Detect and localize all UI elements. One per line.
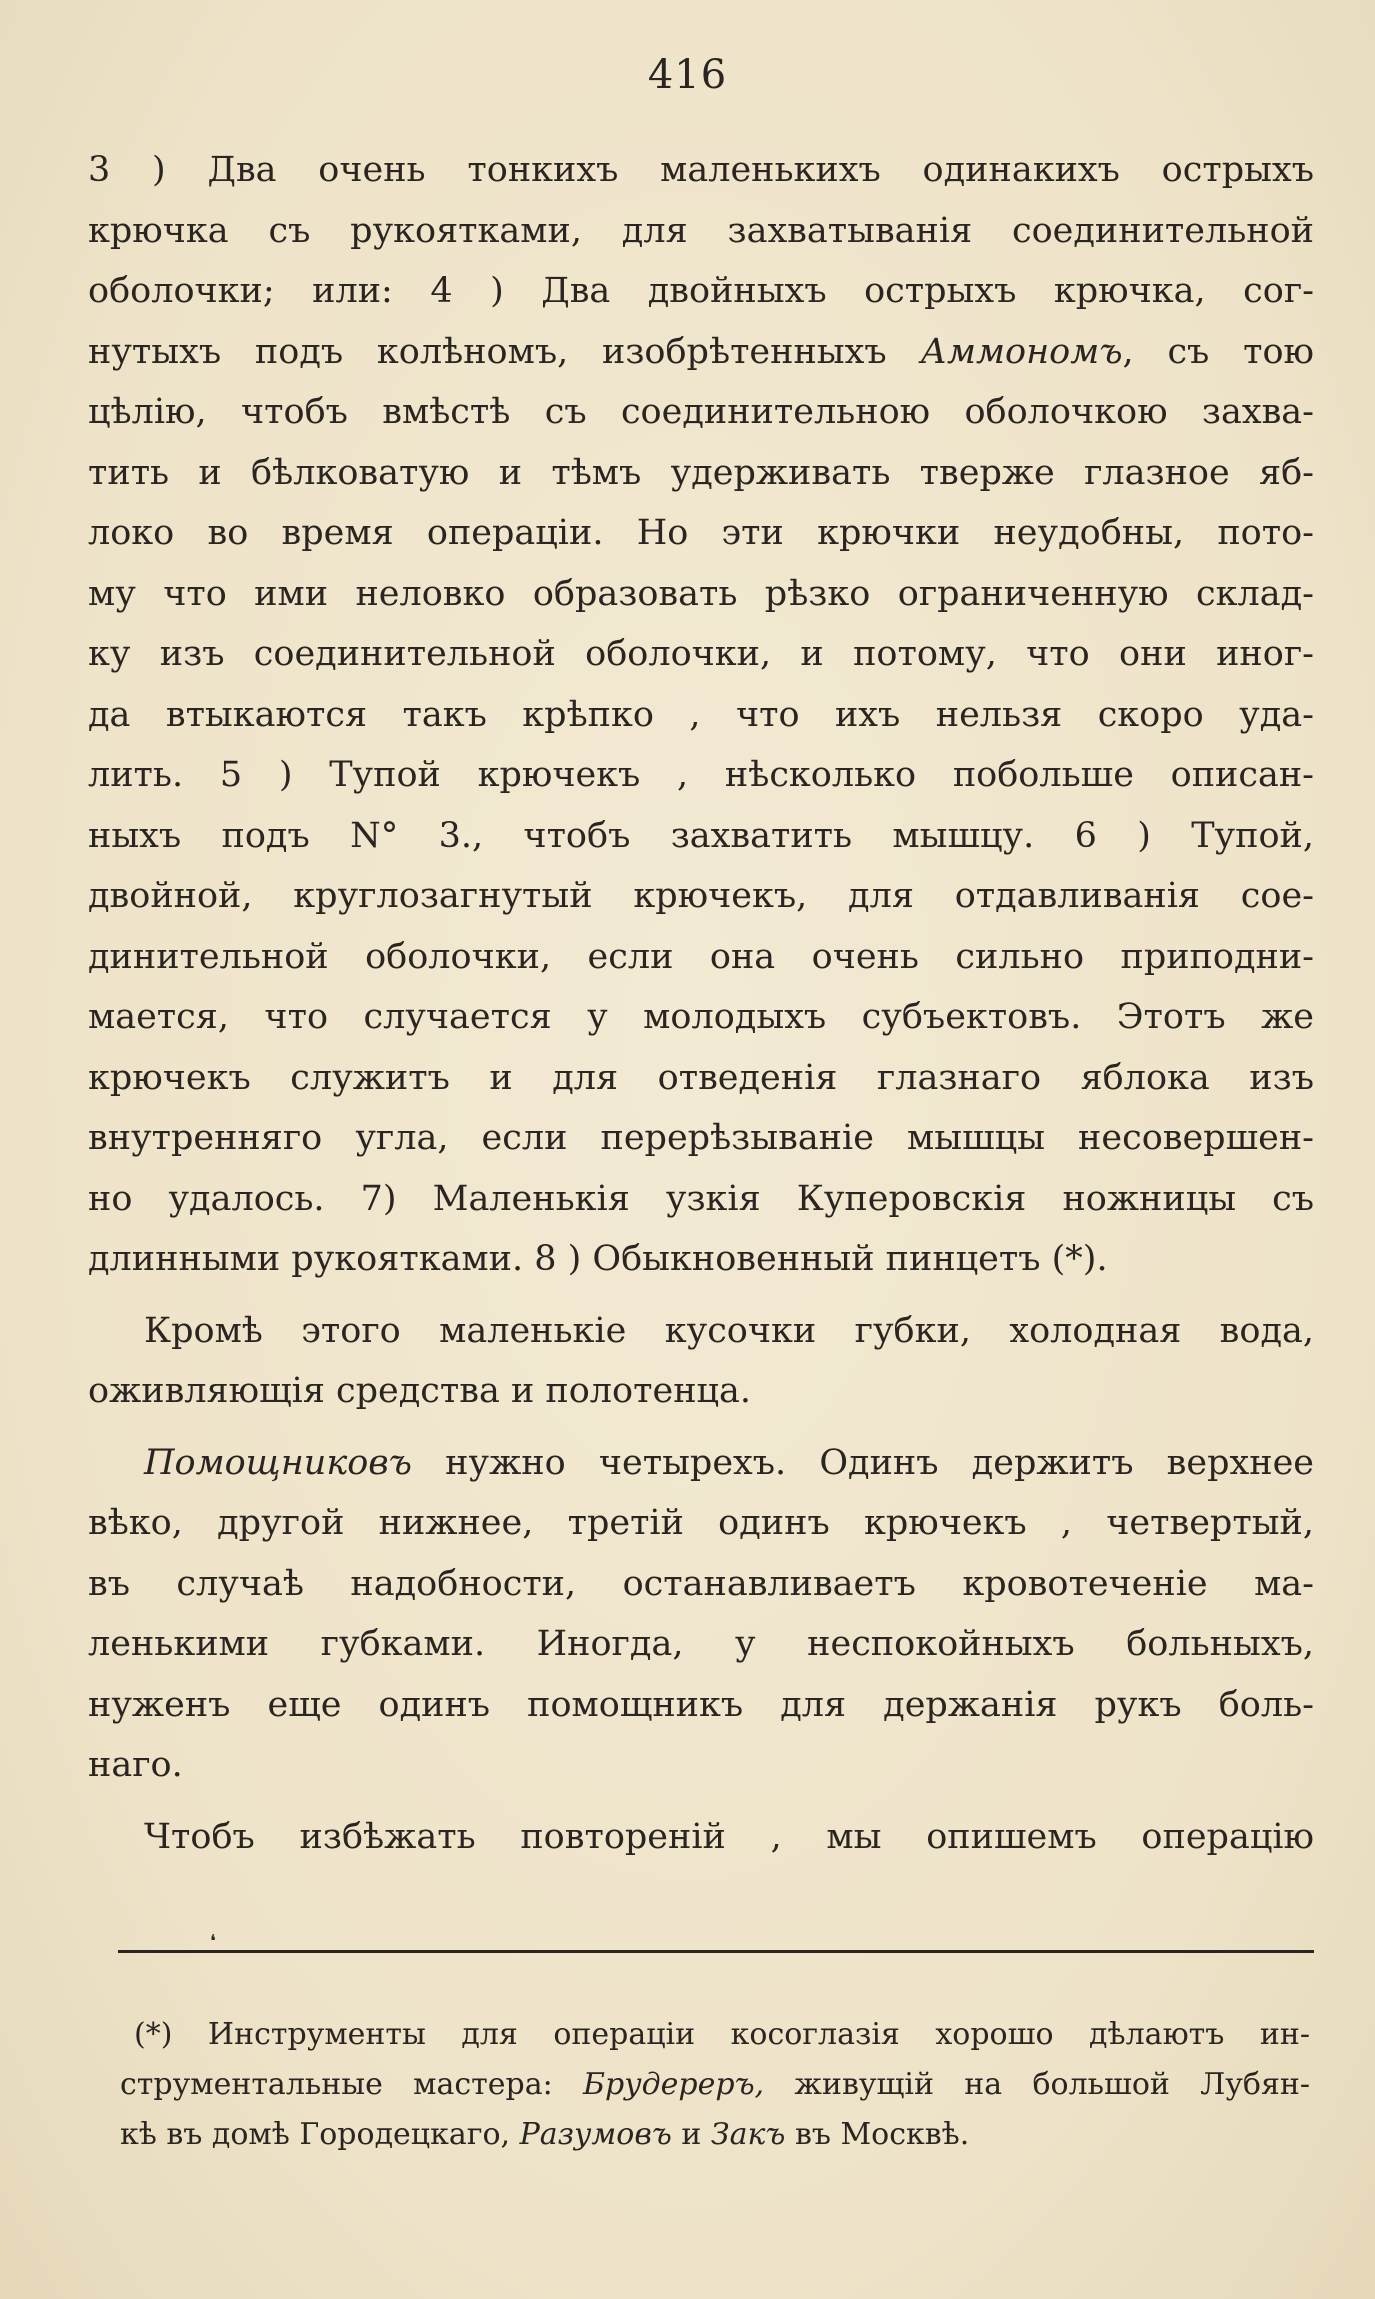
- text-line: крючекъ служитъ и для отведенія глазнаго яблока изъ: [88, 1057, 1314, 1098]
- text-line: Кромѣ этого маленькіе кусочки губки, холодная вода,: [144, 1310, 1314, 1351]
- text-line: нуженъ еще одинъ помощникъ для держанія рукъ боль-: [88, 1684, 1314, 1725]
- text-line: локо во время операціи. Но эти крючки неудобны, пото-: [88, 513, 1314, 553]
- text-line: ку изъ соединительной оболочки, и потому, что они иног-: [88, 634, 1314, 674]
- text-line: тить и бѣлковатую и тѣмъ удерживать тверже глазное яб-: [88, 452, 1314, 493]
- text-line: оболочки; или: 4 ) Два двойныхъ острыхъ крючка, сог-: [88, 271, 1314, 311]
- main-text: [88, 140, 1314, 1867]
- text-line: въ случаѣ надобности, останавливаетъ кровотеченіе ма-: [88, 1563, 1314, 1604]
- text-line: динительной оболочки, если она очень сильно приподни-: [88, 936, 1314, 977]
- text-line: ленькими губками. Иногда, у неспокойныхъ больныхъ,: [88, 1624, 1314, 1664]
- text-line: 3 ) Два очень тонкихъ маленькихъ одинакихъ острыхъ: [88, 150, 1314, 190]
- text-line: да втыкаются такъ крѣпко , что ихъ нельзя скоро уда-: [88, 694, 1314, 735]
- footnote-line: струментальные мастера: Брудереръ, живущій на большой Лубян-: [120, 2067, 1310, 2102]
- text-line: длинными рукоятками. 8 ) Обыкновенный пинцетъ (*).: [88, 1239, 1108, 1279]
- text-line: ныхъ подъ N° 3., чтобъ захватить мышцу. 6 ) Тупой,: [88, 815, 1314, 856]
- text-line: Помощниковъ нужно четырехъ. Одинъ держитъ верхнее: [144, 1442, 1314, 1483]
- text-line: Чтобъ избѣжать повтореній , мы опишемъ операцію: [144, 1816, 1314, 1857]
- text-line: цѣлію, чтобъ вмѣстѣ съ соединительною оболочкою захва-: [88, 392, 1314, 432]
- text-line: нутыхъ подъ колѣномъ, изобрѣтенныхъ Аммономъ, съ тою: [88, 331, 1314, 372]
- footnote: [120, 2010, 1310, 2160]
- text-line: двойной, круглозагнутый крючекъ, для отдавливанія сое-: [88, 876, 1314, 916]
- text-line: крючка съ рукоятками, для захватыванія соединительной: [88, 210, 1314, 251]
- footnote-line: (*) Инструменты для операціи косоглазія хорошо дѣлаютъ ин-: [134, 2017, 1310, 2052]
- text-line: мается, что случается у молодыхъ субъектовъ. Этотъ же: [88, 997, 1314, 1037]
- text-line: му что ими неловко образовать рѣзко ограниченную склад-: [88, 573, 1314, 614]
- text-line: но удалось. 7) Маленькія узкія Куперовскія ножницы съ: [88, 1178, 1314, 1219]
- text-line: внутренняго угла, если перерѣзываніе мышцы несовершен-: [88, 1118, 1314, 1158]
- text-line: оживляющія средства и полотенца.: [88, 1371, 752, 1411]
- rule-mark: ❛: [210, 1931, 216, 1952]
- text-line: лить. 5 ) Тупой крючекъ , нѣсколько побольше описан-: [88, 755, 1314, 795]
- text-line: наго.: [88, 1745, 183, 1785]
- footnote-line: кѣ въ домѣ Городецкаго, Разумовъ и Закъ въ Москвѣ.: [120, 2117, 970, 2152]
- footnote-divider: [118, 1950, 1314, 1953]
- page-number: 416: [647, 52, 728, 98]
- text-line: вѣко, другой нижнее, третій одинъ крючекъ , четвертый,: [88, 1503, 1314, 1543]
